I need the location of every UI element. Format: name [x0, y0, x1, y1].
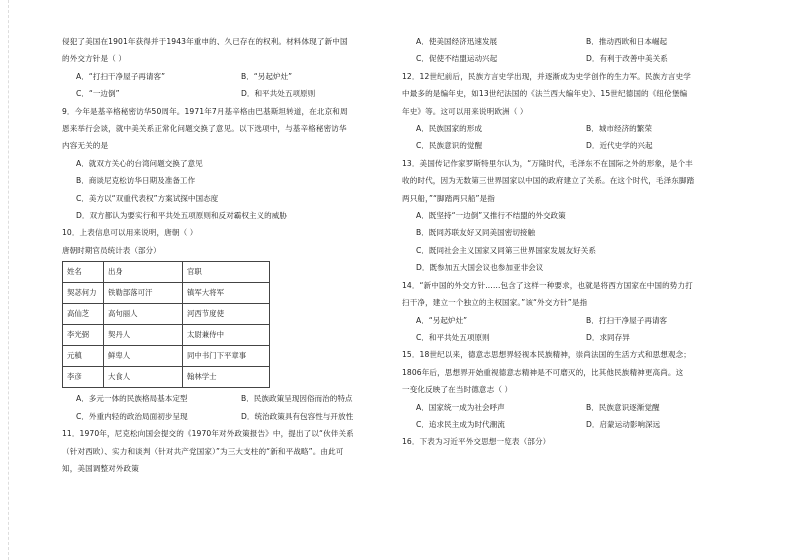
officials-table	[62, 261, 270, 388]
q9-option-b: B．商谈尼克松访华日期及准备工作	[76, 176, 196, 186]
q12-option-b: B．城市经济的繁荣	[586, 124, 652, 134]
q15-options-row2	[402, 419, 742, 431]
q14-option-a: A．“另起炉灶”	[416, 315, 468, 325]
q14-text-line1: 14．“新中国的外交方针……包含了这样一种要求，也就是将西方国家在中国的势力打	[402, 280, 693, 290]
q11-option-a: A．使美国经济迅速发展	[416, 37, 498, 46]
q9-text-line2: 恩来举行会谈，就中美关系正常化问题交换了意见。以下选项中，与基辛格秘密访华	[62, 124, 347, 134]
q15-option-a: A．国家统一成为社会呼声	[416, 402, 505, 412]
q11-option-d: D．有利于改善中美关系	[586, 54, 668, 64]
table-cell: 铁勒部落可汗	[104, 283, 183, 304]
q15-options-row1	[402, 402, 742, 414]
q12-options-row1	[402, 123, 742, 135]
q12-option-c: C．民族意识的觉醒	[416, 141, 483, 151]
table-header-cell: 官职	[183, 262, 270, 283]
q15-text-line1: 15．18世纪以来，德意志思想界轻视本民族精神，崇尚法国的生活方式和思想观念；	[402, 350, 692, 360]
table-cell: 太尉兼侍中	[183, 325, 270, 346]
table-row	[63, 325, 270, 346]
q11-options-row2	[402, 53, 742, 65]
q8-text-line2: 的外交方针是（ ）	[62, 54, 127, 64]
q10-option-b: B．民族政策呈现因俗而治的特点	[241, 394, 353, 404]
q14-option-b: B．打扫干净屋子再请客	[586, 315, 668, 325]
table-caption: 唐朝时期官员统计表（部分）	[62, 245, 161, 255]
q8-option-d: D．和平共处五项原则	[241, 89, 316, 99]
q8-option-a: A．“打扫干净屋子再请客”	[76, 71, 165, 81]
q13-text-line2: 收的时代，因为无数第三世界国家以中国的政府建立了关系。在这个时代，毛泽东脚踏	[402, 176, 695, 186]
table-row	[63, 304, 270, 325]
table-cell: 李光弼	[63, 325, 104, 346]
q9-text-line1: 9．今年是基辛格秘密访华50周年。1971年7月基辛格由巴基斯坦转道，在北京和周	[62, 106, 348, 116]
q8-options-row1	[62, 71, 392, 83]
table-cell: 河西节度使	[183, 304, 270, 325]
q10-option-a: A．多元一体的民族格局基本定型	[76, 394, 188, 404]
table-cell: 鲜卑人	[104, 346, 183, 367]
binding-margin-line	[8, 0, 10, 560]
q14-options-row2	[402, 332, 742, 344]
table-header-cell: 姓名	[63, 262, 104, 283]
q8-option-c: C．“一边倒”	[76, 89, 120, 99]
q11-text-line2: （针对西欧）、实力和谈判（针对共产党国家）”为三大支柱的“新和平战略”。由此可	[62, 446, 344, 456]
q11-option-b: B．推动西欧和日本崛起	[586, 37, 668, 46]
table-row	[63, 346, 270, 367]
table-cell: 契丹人	[104, 325, 183, 346]
table-cell: 镇军大将军	[183, 283, 270, 304]
q12-options-row2	[402, 140, 742, 152]
table-cell: 高句丽人	[104, 304, 183, 325]
q10-options-row2	[62, 411, 392, 423]
right-column	[402, 36, 742, 454]
q11-text-line1: 11．1970年，尼克松向国会提交的《1970年对外政策报告》中，提出了以“伙伴关系	[62, 429, 354, 439]
q11-text-line3: 知，美国调整对外政策	[62, 463, 139, 473]
q9-option-d: D．双方都认为要实行和平共处五项原则和反对霸权主义的威胁	[76, 211, 287, 221]
table-cell: 翰林学士	[183, 367, 270, 388]
q14-options-row1	[402, 315, 742, 327]
q9-option-c: C．美方以“双重代表权”方案试探中国态度	[76, 193, 219, 203]
q12-option-d: D．近代史学的兴起	[586, 141, 653, 151]
left-column	[62, 36, 392, 480]
table-cell: 李彦	[63, 367, 104, 388]
table-cell: 大食人	[104, 367, 183, 388]
table-row	[63, 367, 270, 388]
table-row	[63, 283, 270, 304]
table-header-cell: 出身	[104, 262, 183, 283]
q10-option-c: C．外重内轻的政治局面初步呈现	[76, 411, 188, 421]
q13-option-d: D．既参加五大国会议也参加亚非会议	[416, 263, 544, 273]
q12-option-a: A．民族国家的形成	[416, 124, 482, 134]
q11-options-row1	[402, 36, 742, 48]
q15-option-b: B．民族意识逐渐觉醒	[586, 402, 660, 412]
q14-text-line2: 扫干净，建立一个独立的主权国家。”该“外交方针”是指	[402, 298, 588, 308]
q13-option-b: B．既同苏联友好又同美国密切接触	[416, 228, 536, 238]
q11-option-c: C．促使不结盟运动兴起	[416, 54, 498, 64]
q15-option-d: D．启蒙运动影响深远	[586, 419, 661, 429]
q13-option-c: C．既同社会主义国家又同第三世界国家发展友好关系	[416, 245, 596, 255]
q9-option-a: A．就双方关心的台湾问题交换了意见	[76, 158, 203, 168]
q10-option-d: D．统治政策具有包容性与开放性	[241, 411, 354, 421]
q9-text-line3: 内容无关的是	[62, 141, 109, 151]
q10-text: 10．上表信息可以用来说明，唐朝（ ）	[62, 228, 198, 238]
table-cell: 元稹	[63, 346, 104, 367]
q12-text-line1: 12．12世纪前后，民族方言史学出现，并逐渐成为史学创作的生力军。民族方言史学	[402, 71, 692, 81]
table-cell: 高仙芝	[63, 304, 104, 325]
table-cell: 契苾何力	[63, 283, 104, 304]
q13-text-line3: 两只船，”“脚踏两只船”是指	[402, 193, 495, 203]
table-cell: 同中书门下平章事	[183, 346, 270, 367]
q8-text-line1: 侵犯了美国在1901年获得并于1943年重申的、久已存在的权利。材料体现了新中国	[62, 37, 348, 46]
q16-text: 16．下表为习近平外交思想一览表（部分）	[402, 437, 551, 447]
q14-option-d: D．求同存异	[586, 332, 630, 342]
q15-option-c: C．追求民主成为时代潮流	[416, 419, 505, 429]
q15-text-line3: 一变化反映了在当时德意志（ ）	[402, 385, 513, 395]
q15-text-line2: 1806年后，思想界开始重视德意志精神是不可磨灭的，比其他民族精神更高尚。这	[402, 367, 684, 377]
q8-options-row2	[62, 88, 392, 100]
q8-option-b: B．“另起炉灶”	[241, 71, 293, 81]
q10-options-row1	[62, 393, 392, 405]
q12-text-line3: 年史》等。这可以用来说明欧洲（ ）	[402, 106, 528, 116]
table-header-row	[63, 262, 270, 283]
q14-option-c: C．和平共处五项原则	[416, 332, 490, 342]
q12-text-line2: 中最多的是编年史，如13世纪法国的《法兰西大编年史》、15世纪德国的《纽伦堡编	[402, 89, 688, 99]
q13-option-a: A．既坚持“一边倒”又推行不结盟的外交政策	[416, 211, 566, 221]
q13-text-line1: 13．美国传记作家罗斯特里尔认为，“万隆时代，毛泽东不在国际之外的形象，是个丰	[402, 158, 693, 168]
